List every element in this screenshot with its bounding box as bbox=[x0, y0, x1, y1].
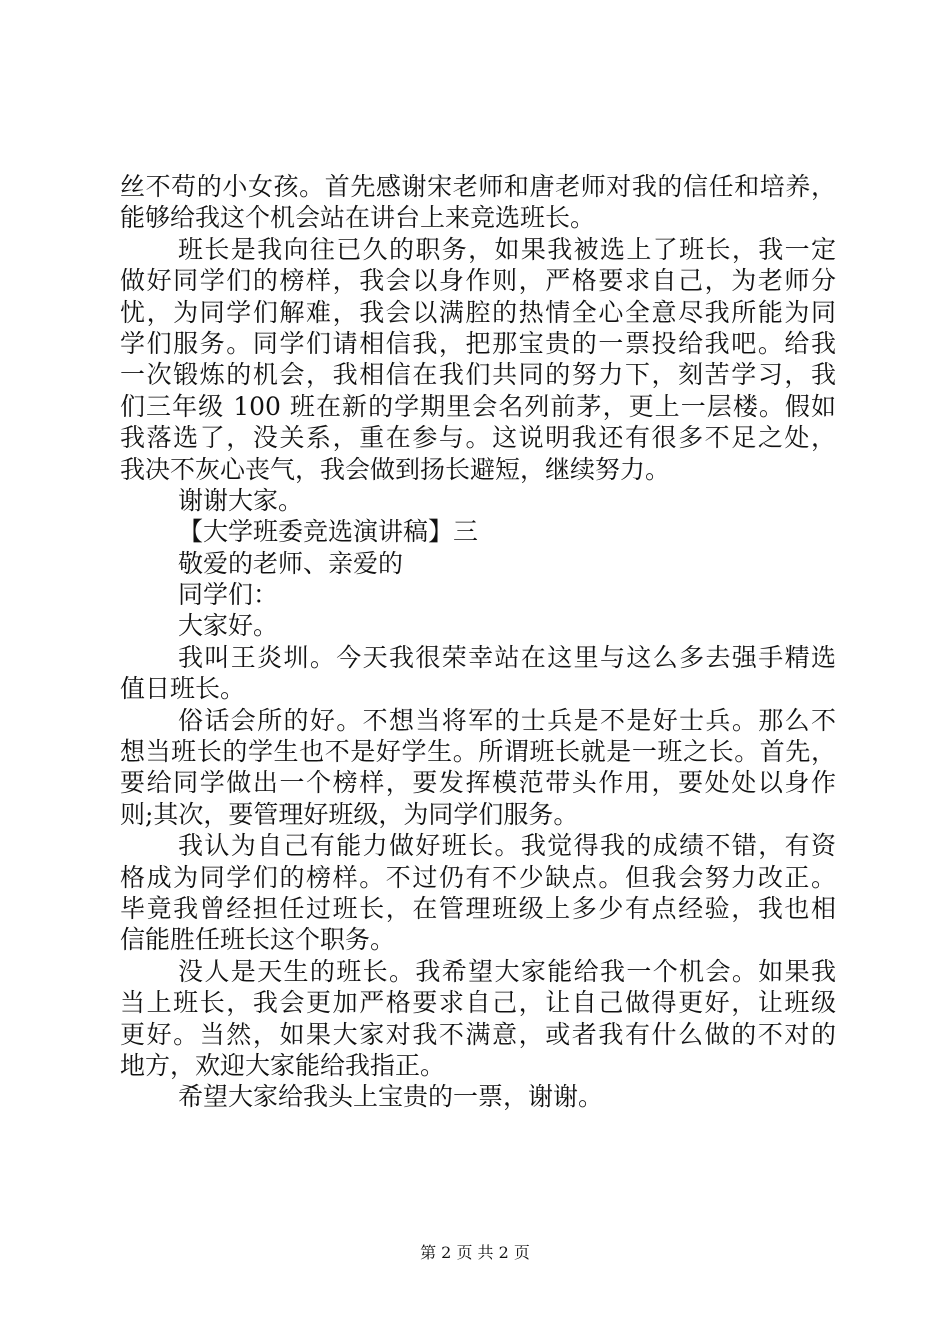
text-line: 丝不苟的小女孩。首先感谢宋老师和唐老师对我的信任和培养， bbox=[120, 172, 836, 201]
text-line: 当上班长，我会更加严格要求自己，让自己做得更好，让班级 bbox=[120, 988, 836, 1018]
text-line: 更好。当然，如果大家对我不满意，或者我有什么做的不对的 bbox=[120, 1019, 836, 1049]
text-line: 希望大家给我头上宝贵的一票，谢谢。 bbox=[178, 1082, 604, 1112]
text-line: 我叫王炎圳。今天我很荣幸站在这里与这么多去强手精选 bbox=[178, 642, 836, 672]
section-heading: 【大学班委竞选演讲稿】三 bbox=[178, 517, 479, 547]
text-line: 同学们： bbox=[178, 580, 279, 610]
text-line: 一次锻炼的机会，我相信在我们共同的努力下，刻苦学习，我 bbox=[120, 360, 836, 390]
text-line: 我落选了，没关系，重在参与。这说明我还有很多不足之处， bbox=[120, 423, 836, 453]
text-line: 值日班长。 bbox=[120, 674, 246, 704]
text-line: 们三年级 100 班在新的学期里会名列前茅，更上一层楼。假如 bbox=[120, 391, 836, 421]
text-line: 我决不灰心丧气，我会做到扬长避短，继续努力。 bbox=[120, 454, 671, 484]
text-line: 谢谢大家。 bbox=[178, 485, 304, 515]
text-line: 学们服务。同学们请相信我，把那宝贵的一票投给我吧。给我 bbox=[120, 328, 836, 358]
text-line: 大家好。 bbox=[178, 611, 279, 641]
text-line: 俗话会所的好。不想当将军的士兵是不是好士兵。那么不 bbox=[178, 705, 836, 735]
text-line: 要给同学做出一个榜样，要发挥模范带头作用，要处处以身作 bbox=[120, 768, 836, 798]
text-line: 则;其次，要管理好班级，为同学们服务。 bbox=[120, 799, 579, 829]
document-body bbox=[120, 171, 836, 1113]
text-line: 我认为自己有能力做好班长。我觉得我的成绩不错，有资 bbox=[178, 831, 836, 861]
text-line: 没人是天生的班长。我希望大家能给我一个机会。如果我 bbox=[178, 956, 836, 986]
text-line: 能够给我这个机会站在讲台上来竞选班长。 bbox=[120, 203, 596, 233]
text-line: 敬爱的老师、亲爱的 bbox=[178, 548, 404, 578]
text-line: 想当班长的学生也不是好学生。所谓班长就是一班之长。首先， bbox=[120, 737, 836, 767]
text-line: 做好同学们的榜样，我会以身作则，严格要求自己，为老师分 bbox=[120, 266, 836, 296]
page-number-footer: 第 2 页 共 2 页 bbox=[420, 1243, 530, 1262]
text-line: 忧，为同学们解难，我会以满腔的热情全心全意尽我所能为同 bbox=[120, 297, 836, 327]
text-line: 格成为同学们的榜样。不过仍有不少缺点。但我会努力改正。 bbox=[120, 862, 836, 892]
text-line: 信能胜任班长这个职务。 bbox=[120, 925, 396, 955]
text-line: 毕竟我曾经担任过班长，在管理班级上多少有点经验，我也相 bbox=[120, 893, 836, 923]
text-line: 班长是我向往已久的职务，如果我被选上了班长，我一定 bbox=[178, 234, 836, 264]
text-line: 地方，欢迎大家能给我指正。 bbox=[120, 1050, 446, 1080]
